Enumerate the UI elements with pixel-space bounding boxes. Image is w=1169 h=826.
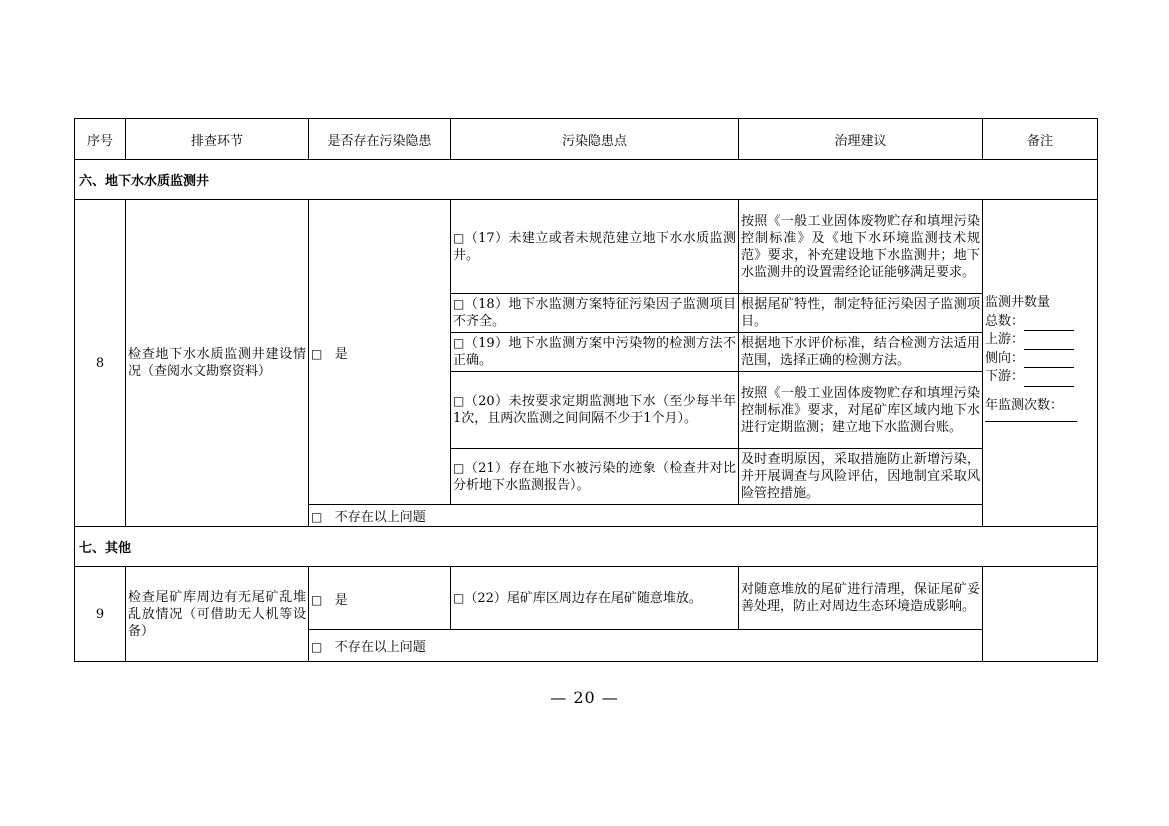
section-row — [75, 527, 1098, 567]
note-title: 监测井数量 — [985, 295, 1051, 310]
note-cell — [983, 200, 1098, 527]
header-risk-point: 污染隐患点 — [451, 119, 739, 160]
no-problem-option[interactable]: □ 不存在以上问题 — [309, 505, 983, 527]
section-title: 七、其他 — [75, 527, 1098, 567]
checkbox-icon[interactable]: □ — [453, 336, 465, 350]
advice-cell: 及时查明原因，采取措施防止新增污染，并开展调查与风险评估，因地制宜采取风险管控措施。 — [739, 449, 983, 505]
downstream-blank[interactable] — [1024, 373, 1074, 387]
header-advice: 治理建议 — [739, 119, 983, 160]
check-item-cell: 检查尾矿库周边有无尾矿乱堆乱放情况（可借助无人机等设备） — [126, 567, 309, 662]
checkbox-icon[interactable]: □ — [453, 297, 465, 311]
risk-point-cell: □（20）未按要求定期监测地下水（至少每半年1次，且两次监测之间间隔不少于1个月）。 — [451, 372, 739, 449]
seq-cell: 9 — [75, 567, 126, 662]
risk-point-cell: □（18）地下水监测方案特征污染因子监测项目不齐全。 — [451, 294, 739, 333]
upstream-blank[interactable] — [1024, 336, 1074, 350]
yes-label: 是 — [334, 346, 348, 362]
note-annual-label: 年监测次数： — [985, 397, 1064, 413]
seq-cell: 8 — [75, 200, 126, 527]
yes-option[interactable]: □ 是 — [309, 567, 451, 630]
note-upstream-label: 上游： — [985, 332, 1025, 347]
note-downstream-label: 下游： — [985, 369, 1025, 384]
risk-point-cell: □（19）地下水监测方案中污染物的检测方法不正确。 — [451, 333, 739, 372]
advice-cell: 根据地下水评价标准，结合检测方法适用范围，选择正确的检测方法。 — [739, 333, 983, 372]
section-row — [75, 160, 1098, 200]
table-row — [75, 567, 1098, 630]
checkbox-icon[interactable]: □ — [453, 590, 465, 605]
advice-cell: 按照《一般工业固体废物贮存和填埋污染控制标准》要求，对尾矿库区域内地下水进行定期监测；建立地下水监测台账。 — [739, 372, 983, 449]
page-number: — 20 — — [550, 688, 619, 707]
advice-cell: 按照《一般工业固体废物贮存和填埋污染控制标准》及《地下水环境监测技术规范》要求，补充建设地下水监测井；地下水监测井的设置需经论证能够满足要求。 — [739, 200, 983, 294]
checkbox-icon[interactable]: □ — [311, 346, 323, 361]
header-note: 备注 — [983, 119, 1098, 160]
yes-option[interactable] — [309, 200, 451, 505]
header-seq: 序号 — [75, 119, 126, 160]
inspection-table — [74, 118, 1098, 662]
table-header-row — [75, 119, 1098, 160]
section-title: 六、地下水水质监测井 — [75, 160, 1098, 200]
checkbox-icon[interactable]: □ — [453, 230, 465, 245]
total-blank[interactable] — [1024, 317, 1074, 331]
note-cell — [983, 567, 1098, 662]
advice-cell: 根据尾矿特性，制定特征污染因子监测项目。 — [739, 294, 983, 333]
check-item-cell: 检查地下水水质监测井建设情况（查阅水文勘察资料） — [126, 200, 309, 527]
checkbox-icon[interactable]: □ — [311, 640, 323, 654]
header-check-item: 排查环节 — [126, 119, 309, 160]
side-blank[interactable] — [1024, 354, 1074, 368]
table-row — [75, 200, 1098, 294]
risk-point-cell: □（17）未建立或者未规范建立地下水水质监测井。 — [451, 200, 739, 294]
no-problem-option[interactable]: □ 不存在以上问题 — [309, 630, 983, 662]
risk-point-cell: □（21）存在地下水被污染的迹象（检查井对比分析地下水监测报告）。 — [451, 449, 739, 505]
note-side-label: 侧向： — [985, 350, 1025, 366]
checkbox-icon[interactable]: □ — [311, 592, 323, 607]
checkbox-icon[interactable]: □ — [453, 460, 465, 475]
annual-blank[interactable] — [985, 415, 1077, 422]
header-risk-exists: 是否存在污染隐患 — [309, 119, 451, 160]
risk-point-cell: □（22）尾矿库区周边存在尾矿随意堆放。 — [451, 567, 739, 630]
checkbox-icon[interactable]: □ — [311, 510, 323, 524]
note-total-label: 总数： — [985, 313, 1025, 329]
advice-cell: 对随意堆放的尾矿进行清理，保证尾矿妥善处理，防止对周边生态环境造成影响。 — [739, 567, 983, 630]
checkbox-icon[interactable]: □ — [453, 394, 465, 408]
